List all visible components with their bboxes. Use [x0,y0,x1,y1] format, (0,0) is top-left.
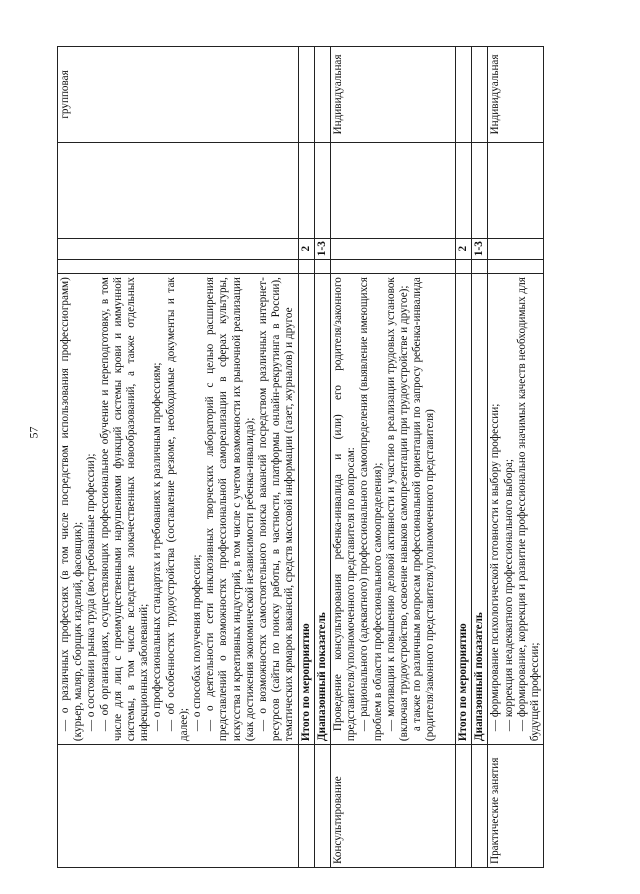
list-item: — о различных профессиях (в том числе посредством использования профессиограмм) (курьер, маляр, сборщик изделий, фасовщик); [59,277,85,742]
table-row [472,47,488,868]
list-item: — о профессиональных стандартах и требованиях к различным профессиям; [151,362,164,732]
empty-cell [456,259,472,274]
empty-cell [456,47,472,143]
empty-cell [314,259,330,274]
empty-cell [472,142,488,238]
table-row [314,47,330,868]
list-item: Проведение консультирования ребенка-инвалида и (или) его родителя/законного представителя/уполномоченного представителя по вопросам: [332,277,358,742]
empty-cell [58,142,299,238]
empty-cell [456,745,472,868]
list-item: — рационального (адекватного) профессионального самоопределения (выявление имеющихся проблем в области профессионального самоопределения); [358,277,384,742]
empty-cell [488,142,544,238]
content-cell [58,274,299,745]
empty-cell [58,259,299,274]
range-label: Диапазонный показатель [472,274,488,745]
empty-cell [314,745,330,868]
total-label: Итого по мероприятию [298,274,314,745]
empty-cell [314,47,330,143]
empty-cell [298,142,314,238]
list-item: — о способах получения профессии; [191,554,204,732]
activity-cell [58,745,299,868]
empty-cell [331,142,456,238]
empty-cell [472,745,488,868]
activity-cell: Консультирование [331,745,456,868]
empty-cell [331,238,456,259]
empty-cell [472,47,488,143]
content-cell [488,274,544,745]
empty-cell [488,259,544,274]
list-item: — об особенностях трудоустройства (составление резюме, необходимые документы и так далее); [164,277,190,742]
empty-cell [472,259,488,274]
empty-cell [298,47,314,143]
rotated-table-wrapper [57,46,582,868]
total-value: 2 [298,238,314,259]
range-value: 1-3 [314,238,330,259]
empty-cell [488,238,544,259]
table-row [331,47,456,868]
empty-cell [58,238,299,259]
rehabilitation-measures-table [57,46,544,868]
table-row [488,47,544,868]
total-label: Итого по мероприятию [456,274,472,745]
list-item: — формирование, коррекция и развитие профессионально значимых качеств необходимых для будущей профессии; [515,277,542,742]
page-number: 57 [26,426,41,439]
empty-cell [331,259,456,274]
list-item: — о состоянии рынка труда (востребованные профессии); [85,453,98,732]
list-item: — мотивации к повышению деловой активности и участию в реализации трудовых установок (включая трудоустройство, освоение навыков самопрезентации при трудоустройстве и другое); [384,277,411,742]
list-item: — формирование психологической готовности к выбору профессии; [489,403,502,732]
form-cell: групповая [58,47,299,143]
empty-cell [298,745,314,868]
empty-cell [314,142,330,238]
form-cell: Индивидуальная [488,47,544,143]
form-cell: Индивидуальная [331,47,456,143]
list-item: — о деятельности сети инклюзивных творческих лабораторий с целью расширения представлений о возможностях профессиональной самореализации в сферах культуры, искусства и креативных индустрий, в том числе с учетом возможности их рыночной реализации (как достижения экономической независимости ребенка-инвалида); [204,277,256,742]
total-value: 2 [456,238,472,259]
empty-cell [456,142,472,238]
range-label: Диапазонный показатель [314,274,330,745]
list-item: — об организациях, осуществляющих профессиональное обучение и переподготовку, в том числе для лиц с преимущественными нарушениями функций системы крови и иммунной системы, в том числе вследствие злокачественных новообразований, а также отдельных инфекционных заболеваний; [98,277,151,742]
list-item: — о возможностях самостоятельного поиска вакансий посредством различных интернет-ресурсов (сайты по поиску работы, в частности, платформы онлайн-рекрутинга в России), тематических ярмарок вакансий, средств массовой информации (газет, журналов) и другое [257,277,296,742]
table-row [58,47,299,868]
list-item: а также по различным вопросам профессиональной ориентации по запросу ребенка-инвалида (родителя/законного представителя/уполномоченного представителя) [411,277,437,742]
empty-cell [298,259,314,274]
table-row [456,47,472,868]
content-cell [331,274,456,745]
table-row [298,47,314,868]
list-item: — коррекция неадекватного профессионального выбора; [502,459,515,732]
activity-cell: Практические занятия [488,745,544,868]
range-value: 1-3 [472,238,488,259]
